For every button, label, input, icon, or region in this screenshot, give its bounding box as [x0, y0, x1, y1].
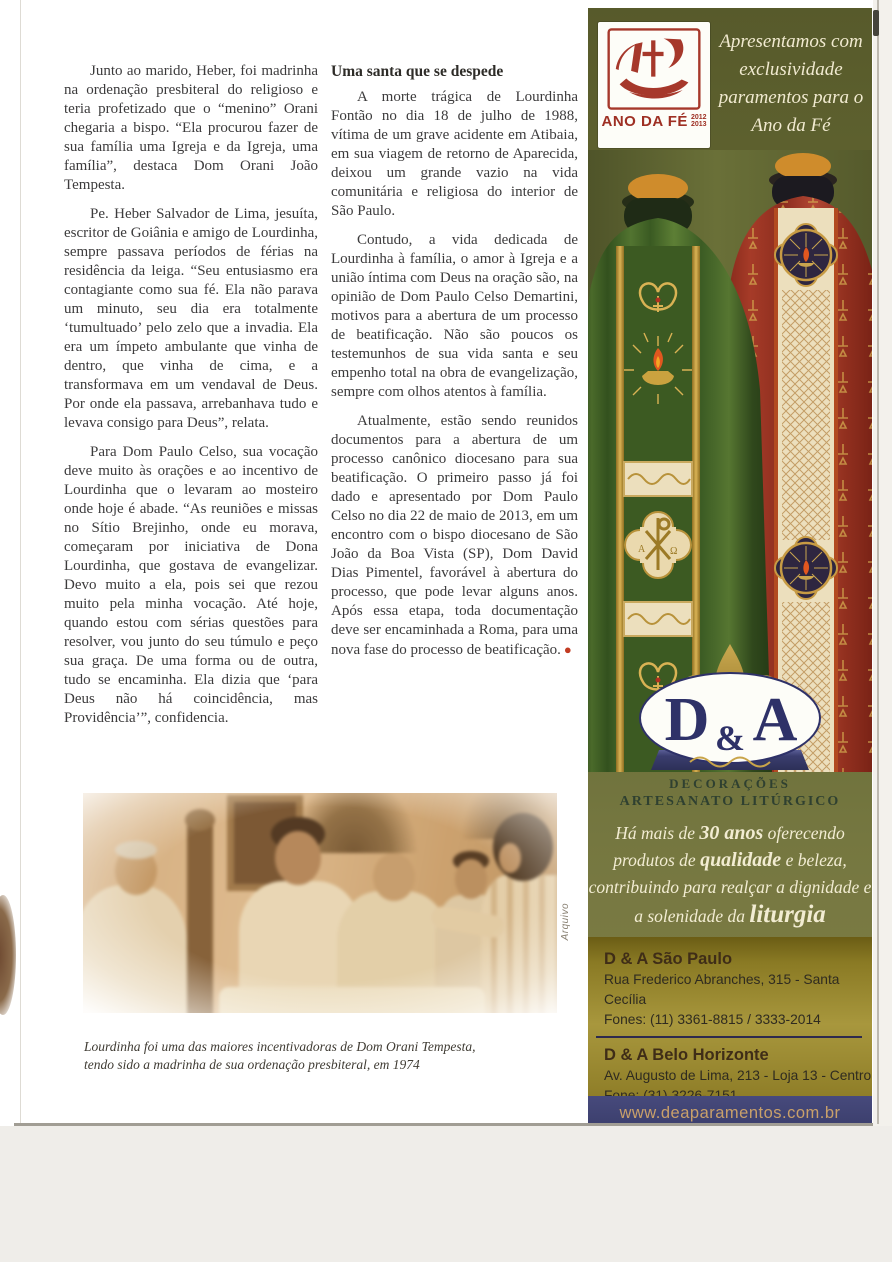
paragraph: Junto ao marido, Heber, foi madrinha na ordenação presbiteral do religioso e teria profetizado que o “menino” Orani chegaria a bispo. “Ela procurou fazer de sua família uma Igreja e da Igreja, uma família”, destaca Dom Orani João Tempesta.	[64, 63, 318, 193]
location-belo-horizonte: D & A Belo Horizonte Av. Augusto de Lima, 213 - Loja 13 - Centro	[604, 1046, 872, 1083]
section-heading: Uma santa que se despede	[331, 63, 504, 80]
dea-ampersand: &	[715, 718, 745, 758]
dea-letter-d: D	[664, 686, 710, 754]
liturgical-vestments-ad	[588, 8, 872, 1130]
brand-subtitle-2: ARTESANATO LITÚRGICO	[619, 794, 841, 809]
page-right-edge	[873, 0, 892, 1126]
scanner-background	[0, 1126, 892, 1262]
ano-da-fe-boat-icon	[606, 27, 702, 111]
location-sao-paulo: D & A São Paulo Rua Frederico Abranches, 315 - Santa Cecília Fones: (11) 3361-8815 / 3333-2014	[604, 950, 840, 1027]
ano-da-fe-title: ANO DA FÉ	[601, 113, 688, 130]
ad-tagline: Apresentamos com exclusividade paramentos para o Ano da Fé	[718, 31, 864, 136]
page-fold-line	[20, 0, 21, 1124]
paragraph: Pe. Heber Salvador de Lima, jesuíta, escritor de Goiânia e amigo de Lourdinha, sempre passava períodos de férias na residência da leiga. “Seu entusiasmo era contagiante como sua fé. Ela não parava um minuto, seu dia era totalmente ‘tumultuado’ pelo zelo que a invadia. Ela era um ímpeto ambulante que vinha de dentro, que vinha de cima, e a transformava em um vendaval de Deus. Por onde ela passava, arrebanhava tudo e levava consigo para Deus”, relata.	[64, 206, 318, 431]
page-edge-line	[877, 0, 879, 1124]
article-column-2	[331, 62, 578, 670]
article-column-1	[64, 62, 318, 738]
ad-contacts	[588, 937, 872, 1096]
scan-smudge	[0, 895, 16, 1015]
photo-caption: Lourdinha foi uma das maiores incentivadoras de Dom Orani Tempesta, tendo sido a madrinha de sua ordenação presbiteral, em 1974	[84, 1039, 476, 1072]
brand-subtitle-1: DECORAÇÕES	[669, 776, 791, 791]
photo-credit: Arquivo	[560, 903, 571, 941]
paragraph: Contudo, a vida dedicada de Lourdinha à família, o amor à Igreja e a união íntima com Deus na oração são, na opinião de Dom Paulo Celso Demartini, motivos para a abertura de um processo de beatificação. Não são poucos os testemunhos de sua vida santa e seu empenho total na obra de evangelização, sempre com olhos atentos à família.	[331, 232, 578, 400]
article-end-dot: ●	[563, 642, 572, 657]
scan-notch	[873, 10, 879, 36]
svg-text:Ω: Ω	[670, 546, 678, 557]
paragraph: Atualmente, estão sendo reunidos documentos para a abertura de um processo canônico diocesano para sua beatificação. O primeiro passo já foi dado e apresentado por Dom Paulo Celso no dia 22 de maio de 2013, em um encontro com o bispo diocesano de São João da Boa Vista (SP), Dom David Dias Pimentel, favorável à abertura do processo, que pode levar alguns anos. Após essa etapa, toda documentação deve ser encaminhada a Roma, para uma nova fase do processo de beatificação. ●	[331, 413, 578, 658]
dea-letter-a: A	[752, 686, 798, 754]
paragraph: Para Dom Paulo Celso, sua vocação deve muito às orações e ao incentivo de Lourdinha que o levaram ao mosteiro onde hoje é abade. “As reuniões e missas no Sítio Brejinho, onde eu morava, começaram por iniciativa de Dona Lourdinha, que gostava de evangelizar. Devo muito a ela, pois sei que rezou muito pela minha vocação. Até hoje, quando estou com sérias questões para resolver, vou junto do seu túmulo e peço sua graça. De uma forma ou de outra, tudo se encaminha. Ela dizia que ‘para Deus não há coincidência, mas Providência’”, confidencia.	[64, 444, 318, 726]
ad-slogan: Há mais de 30 anos oferecendo produtos de qualidade e beleza, contribuindo para realçar a dignidade e a solenidade da liturgia	[588, 822, 872, 928]
ordination-photo	[83, 793, 557, 1013]
contacts-divider	[596, 1036, 862, 1038]
ano-da-fe-years: 2012 2013	[690, 114, 707, 128]
svg-text:A: A	[638, 544, 646, 555]
ano-da-fe-logo	[598, 22, 710, 148]
paragraph: A morte trágica de Lourdinha Fontão no dia 18 de julho de 1988, vítima de um grave acidente em Atibaia, em sua viagem de retorno de Aparecida, deixou um grande vazio na vida comunitária e religiosa do interior de São Paulo.	[331, 89, 578, 219]
dea-logo	[635, 642, 825, 774]
website-link[interactable]: www.deaparamentos.com.br	[619, 1103, 841, 1122]
